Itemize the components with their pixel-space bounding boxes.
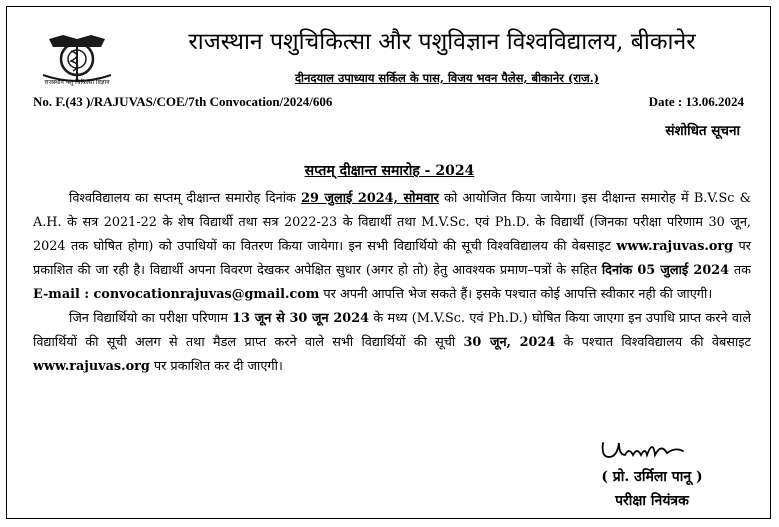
publish-date: 30 जून, 2024 (463, 335, 556, 350)
notice-body (33, 187, 751, 379)
reference-number: No. F.(43 )/RAJUVAS/COE/7th Convocation/2024/606 (33, 94, 333, 109)
result-period: 13 जून से 30 जून 2024 (232, 311, 370, 326)
p1-text-4: तक (729, 263, 752, 278)
revised-notice-label: संशोधित सूचना (665, 123, 740, 139)
website-link-1[interactable]: www.rajuvas.org (616, 239, 734, 254)
objection-deadline: दिनांक 05 जुलाई 2024 (601, 263, 730, 278)
signature-icon (595, 433, 705, 467)
website-link-2[interactable]: www.rajuvas.org (33, 359, 150, 374)
signature (595, 433, 705, 467)
signatory-name: ( प्रो. उर्मिला पानू ) (601, 469, 703, 485)
p2-text-2: के मध्य (M.V.Sc. एवं Ph.D.) घोषित किया जाएगा इन उपाधि प्राप्त करने वाले विद्यार्थियों की सूची अलग से तथा मैडल प्राप्त करने वाले सभी विद्यार्थियों की सूची (33, 311, 751, 350)
email-address[interactable]: E-mail : convocationrajuvas@gmail.com (33, 287, 320, 302)
signatory-designation: परीक्षा नियंत्रक (615, 493, 689, 509)
university-logo (29, 25, 125, 87)
university-address: दीनदयाल उपाध्याय सर्किल के पास, विजय भवन पैलेस, बीकानेर (राज.) (294, 71, 600, 85)
notice-heading: सप्तम् दीक्षान्त समारोह - 2024 (304, 163, 475, 179)
paragraph-1 (33, 187, 751, 307)
logo-caption: राजस्थान पशु चिकित्सा विज्ञान (44, 79, 110, 86)
p2-text-4: पर प्रकाशित कर दी जाएगी। (149, 359, 283, 374)
convocation-date: 29 जुलाई 2024, सोमवार (301, 191, 439, 206)
p1-text-1: विश्वविद्यालय का सप्तम् दीक्षान्त समारोह दिनांक (69, 191, 302, 206)
p1-text-5: पर अपनी आपत्ति भेज सकते हैं। इसके पश्चात कोई आपत्ति स्वीकार नही की जाएगी। (319, 287, 713, 302)
p1-text-2: को आयोजित किया जायेगा। इस दीक्षान्त समारोह में B.V.Sc & A.H. के सत्र 2021-22 के शेष विद्यार्थी तथा सत्र 2022-23 के विद्यार्थी तथा M.V.Sc. एवं Ph.D. के विद्यार्थी (जिनका परीक्षा परिणाम 30 जून, 2024 तक घोषित होगा) को उपाधियों का वितरण किया जायेगा। इन सभी विद्यार्थियो की सूची विश्वविद्यालय की वेबसाइट (33, 191, 751, 254)
p2-text-1: जिन विद्यार्थियो का परीक्षा परिणाम (69, 311, 233, 326)
university-name: राजस्थान पशुचिकित्सा और पशुविज्ञान विश्वविद्यालय, बीकानेर (188, 29, 696, 55)
paragraph-2 (33, 307, 751, 379)
p2-text-3: के पश्चात विश्वविद्यालय की वेबसाइट (555, 335, 751, 350)
notice-date: Date : 13.06.2024 (648, 94, 744, 109)
emblem-icon (29, 25, 125, 87)
p1-text-3: पर प्रकाशित की जा रही है। विद्यार्थी अपना विवरण देखकर अपेक्षित सुधार (अगर हो तो) हेतु आवश्यक प्रमाण–पत्रों के सहित (33, 239, 751, 278)
notice-page (6, 6, 771, 519)
